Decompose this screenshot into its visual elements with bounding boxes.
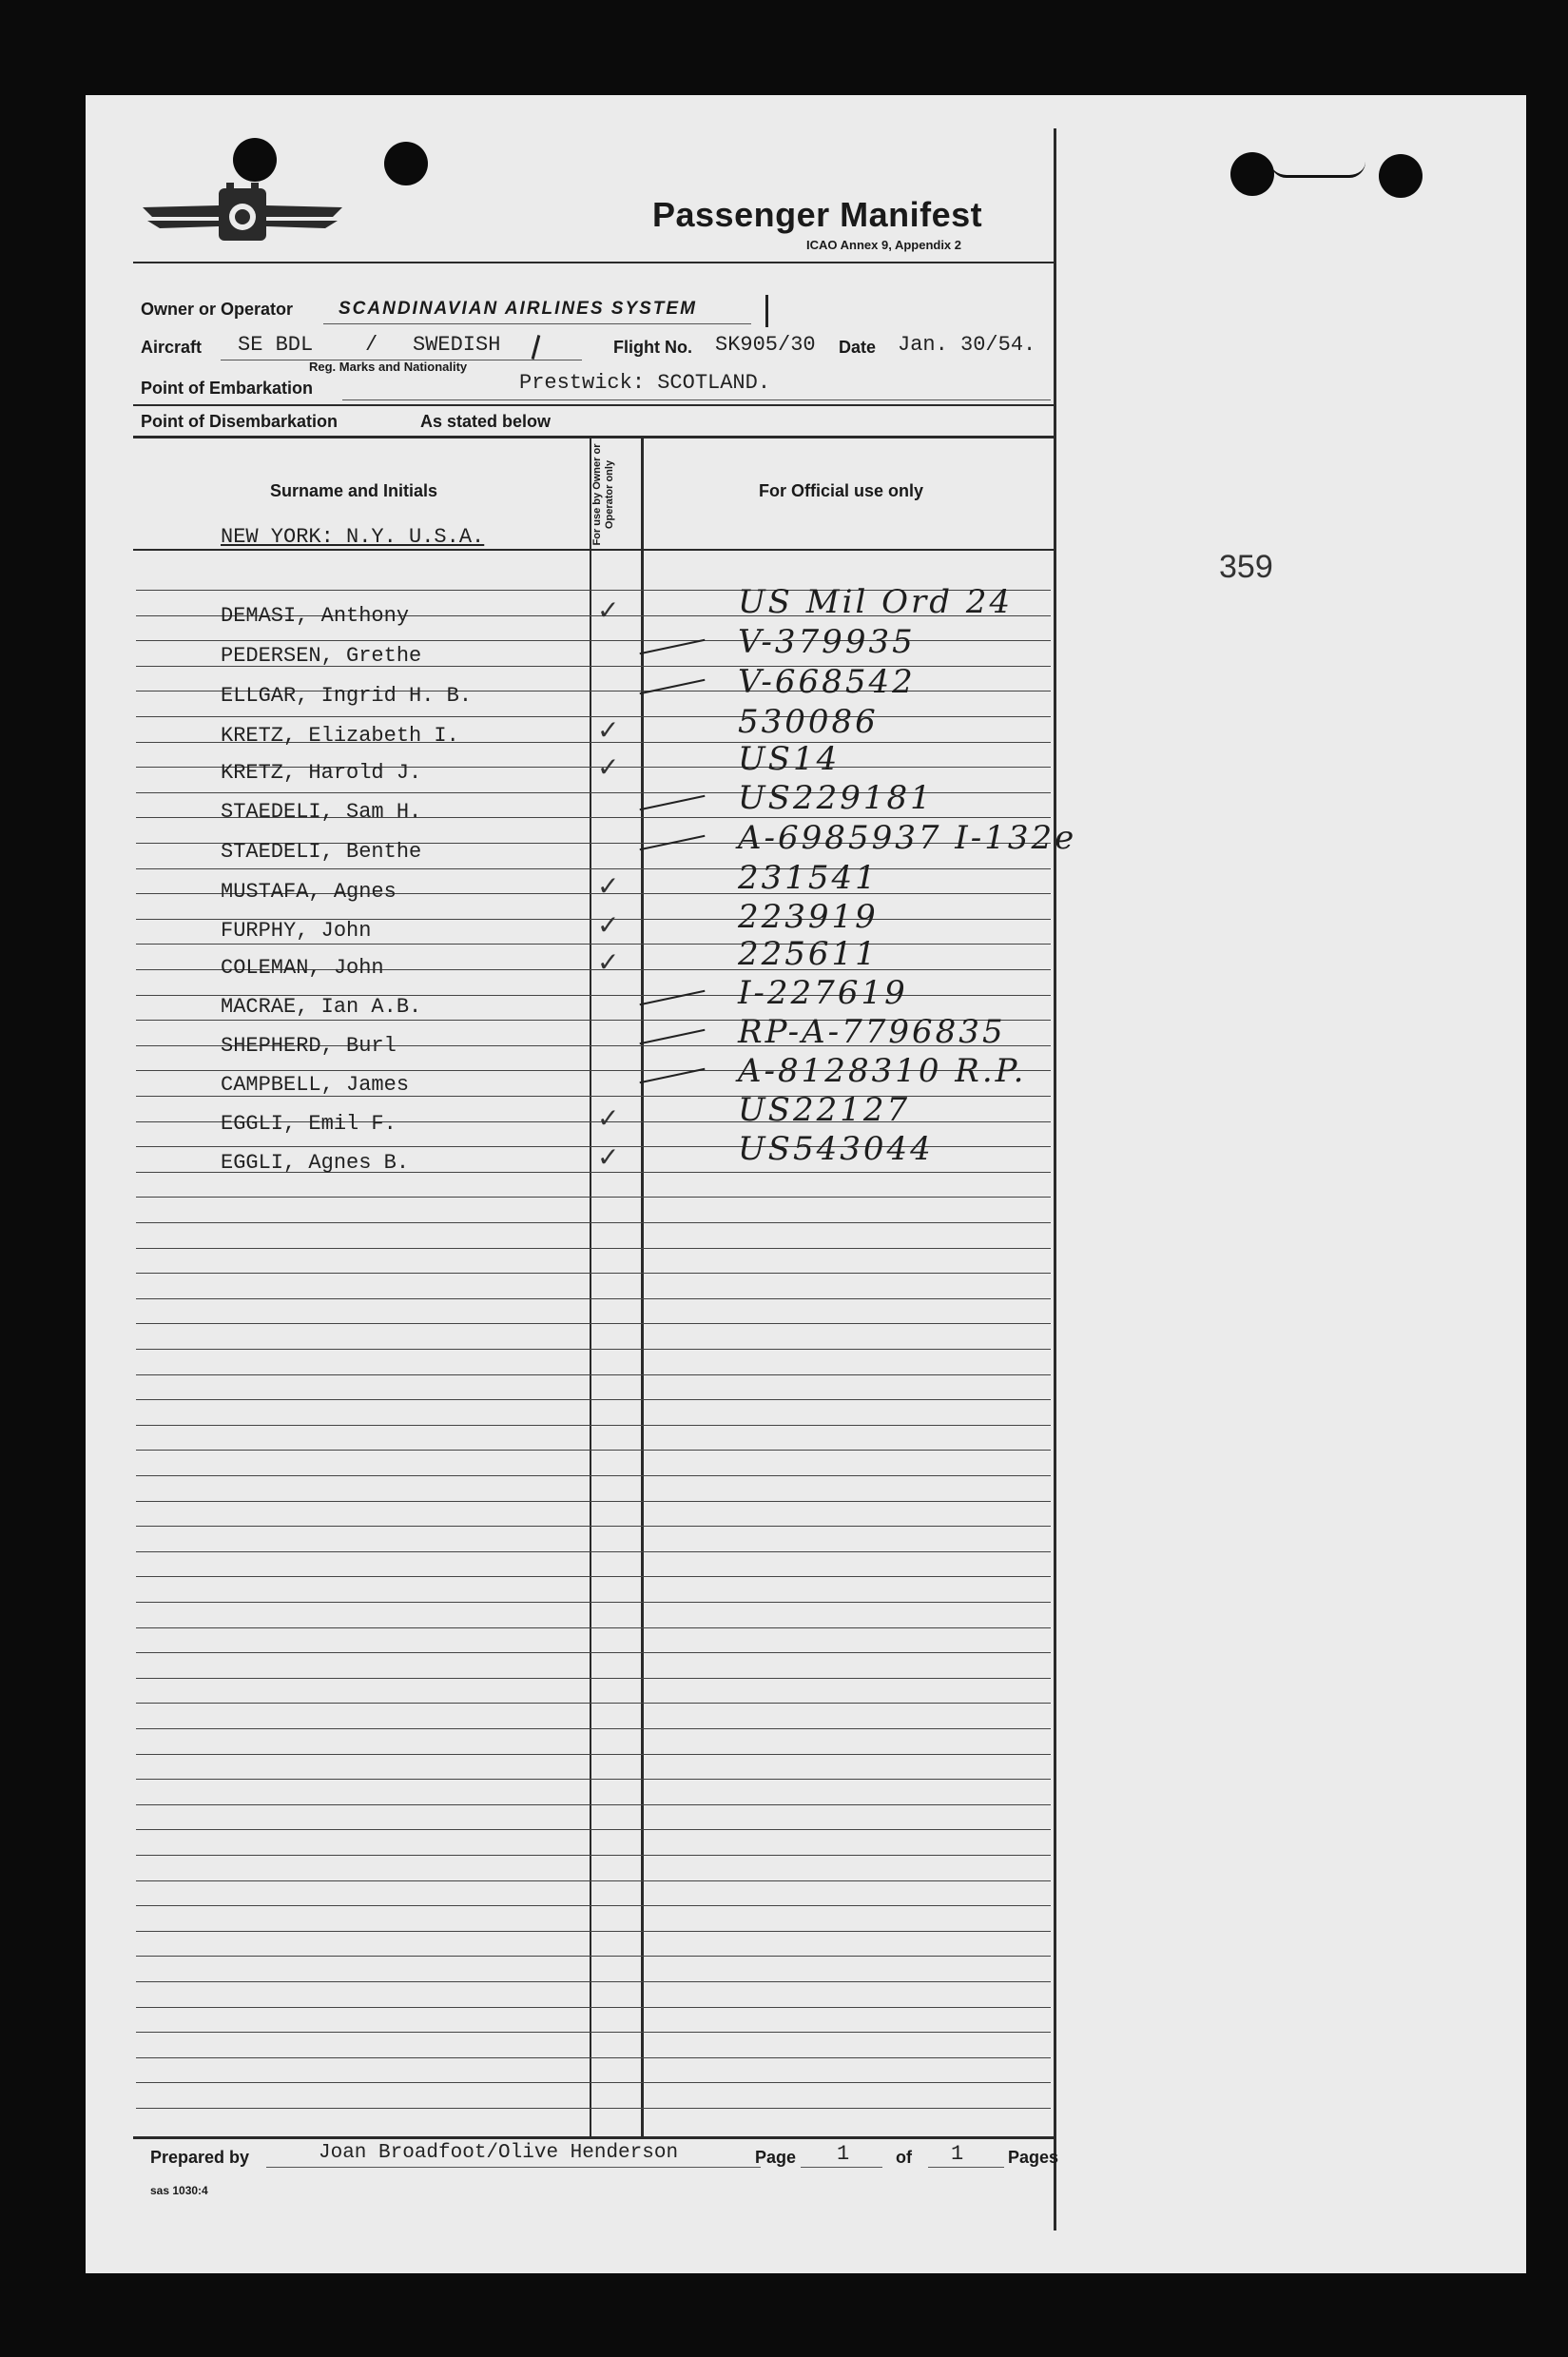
passenger-name: COLEMAN, John (221, 956, 384, 980)
ruled-line (136, 1450, 1051, 1451)
official-passport-number: 530086 (738, 703, 879, 741)
ruled-line (136, 716, 1051, 717)
column-header-owner-use: For use by Owner or Operator only (591, 443, 615, 546)
table-header-rule (133, 549, 1054, 551)
punch-hole (1379, 154, 1423, 198)
passenger-name: PEDERSEN, Grethe (221, 644, 422, 668)
column-header-surname: Surname and Initials (270, 481, 438, 500)
of-value: 1 (951, 2142, 964, 2166)
passenger-name: MUSTAFA, Agnes (221, 880, 397, 904)
embarkation-label: Point of Embarkation (141, 379, 314, 398)
passenger-name: ELLGAR, Ingrid H. B. (221, 684, 473, 708)
date-label: Date (839, 338, 877, 357)
ruled-line (136, 1829, 1051, 1830)
manifest-title: Passenger Manifest (652, 195, 983, 234)
official-passport-number: US22127 (738, 1091, 911, 1129)
document-number-stamp: 359 (1219, 549, 1273, 585)
ruled-line (136, 1956, 1051, 1957)
ruled-line (136, 1931, 1051, 1932)
official-passport-number: A-6985937 I-132e (738, 819, 1077, 857)
header-bottom-rule (133, 436, 1054, 438)
ruled-line (136, 868, 1051, 869)
ruled-line (136, 1880, 1051, 1881)
ruled-line (136, 1779, 1051, 1780)
check-mark-icon: ✓ (597, 870, 620, 902)
column-divider-left (590, 438, 591, 2136)
aircraft-separator: / (365, 333, 378, 357)
aircraft-label: Aircraft (141, 338, 203, 357)
official-passport-number: V-668542 (738, 663, 916, 701)
official-passport-number: RP-A-7796835 (738, 1013, 1006, 1051)
check-mark-icon: ✓ (597, 909, 620, 941)
ruled-line (136, 1576, 1051, 1577)
official-passport-number: 231541 (738, 859, 879, 897)
destination-heading: NEW YORK: N.Y. U.S.A. (221, 525, 485, 549)
ruled-line (136, 1703, 1051, 1704)
page-label: Page (755, 2148, 797, 2167)
check-mark-icon: ✓ (597, 751, 620, 783)
passenger-name: STAEDELI, Benthe (221, 840, 422, 864)
ruled-line (136, 2007, 1051, 2008)
ruled-line (136, 2108, 1051, 2109)
ruled-line (136, 1298, 1051, 1299)
ruled-line (136, 2032, 1051, 2033)
ruled-line (136, 944, 1051, 945)
disembarkation-label: Point of Disembarkation (141, 412, 339, 431)
punch-hole (233, 138, 277, 182)
passenger-name: SHEPHERD, Burl (221, 1034, 397, 1058)
of-underline (928, 2167, 1004, 2168)
ruled-line (136, 1981, 1051, 1982)
official-passport-number: 223919 (738, 898, 879, 936)
header-mid-rule (133, 404, 1054, 406)
ruled-line (136, 1602, 1051, 1603)
ruled-line (136, 1627, 1051, 1628)
official-passport-number: I-227619 (738, 974, 908, 1012)
passenger-name: EGGLI, Emil F. (221, 1112, 397, 1136)
ruled-line (136, 1526, 1051, 1527)
check-mark-icon: ✓ (597, 714, 620, 746)
of-label: of (896, 2148, 912, 2167)
passenger-name: STAEDELI, Sam H. (221, 800, 422, 824)
passenger-name: KRETZ, Elizabeth I. (221, 724, 459, 748)
airline-wings-logo-icon (143, 179, 342, 255)
header-top-rule (133, 262, 1054, 263)
official-passport-number: US Mil Ord 24 (738, 583, 1014, 621)
official-passport-number: V-379935 (738, 623, 916, 661)
disembarkation-value: As stated below (420, 412, 552, 431)
form-number: sas 1030:4 (150, 2184, 208, 2197)
ruled-line (136, 1652, 1051, 1653)
passenger-name: MACRAE, Ian A.B. (221, 995, 422, 1019)
ruled-line (136, 1349, 1051, 1350)
ruled-line (136, 1323, 1051, 1324)
manifest-subtitle: ICAO Annex 9, Appendix 2 (806, 238, 962, 252)
ruled-line (136, 1222, 1051, 1223)
ruled-line (136, 1804, 1051, 1805)
check-mark-icon: ✓ (597, 594, 620, 626)
official-passport-number: A-8128310 R.P. (738, 1052, 1027, 1090)
owner-label: Owner or Operator (141, 300, 294, 319)
punch-hole (384, 142, 428, 185)
ruled-line (136, 1374, 1051, 1375)
embarkation-underline (342, 399, 1051, 400)
passenger-name: KRETZ, Harold J. (221, 761, 422, 785)
footer-top-rule (133, 2136, 1055, 2139)
ruled-line (136, 1551, 1051, 1552)
form-right-border (1054, 128, 1056, 2230)
passenger-name: FURPHY, John (221, 919, 372, 943)
pages-label-text: Pages (1008, 2148, 1059, 2167)
aircraft-registration: SE BDL (238, 333, 314, 357)
hole-annotation (1270, 162, 1365, 178)
owner-underline (323, 323, 751, 324)
punch-hole (1230, 152, 1274, 196)
ruled-line (136, 1399, 1051, 1400)
official-passport-number: US229181 (738, 779, 934, 817)
ruled-line (136, 1248, 1051, 1249)
official-passport-number: US543044 (738, 1130, 934, 1168)
prepared-by-value: Joan Broadfoot/Olive Henderson (319, 2142, 679, 2164)
flight-label: Flight No. (613, 338, 692, 357)
ruled-line (136, 1905, 1051, 1906)
ruled-line (136, 2057, 1051, 2058)
check-mark-icon: ✓ (597, 1141, 620, 1173)
check-mark-icon: ✓ (597, 1102, 620, 1134)
prepared-by-label: Prepared by (150, 2148, 250, 2167)
flight-date: Jan. 30/54. (898, 333, 1036, 357)
flight-number: SK905/30 (715, 333, 816, 357)
embarkation-value: Prestwick: SCOTLAND. (519, 371, 771, 395)
ruled-line (136, 1728, 1051, 1729)
ruled-line (136, 1197, 1051, 1198)
ruled-line (136, 1855, 1051, 1856)
reg-caption: Reg. Marks and Nationality (309, 360, 468, 374)
ruled-line (136, 1754, 1051, 1755)
prepared-by-underline (266, 2167, 761, 2168)
ruled-line (136, 1501, 1051, 1502)
column-header-official: For Official use only (759, 481, 924, 500)
check-mark-icon: ✓ (597, 946, 620, 978)
owner-tick (765, 295, 768, 327)
page-value: 1 (837, 2142, 850, 2166)
ruled-line (136, 1425, 1051, 1426)
aircraft-nationality: SWEDISH (413, 333, 501, 357)
ruled-line (136, 2082, 1051, 2083)
official-passport-number: 225611 (738, 935, 879, 973)
official-passport-number: US14 (738, 740, 841, 778)
ruled-line (136, 1678, 1051, 1679)
page-underline (801, 2167, 882, 2168)
passenger-name: EGGLI, Agnes B. (221, 1151, 410, 1175)
owner-value: SCANDINAVIAN AIRLINES SYSTEM (339, 299, 697, 319)
passenger-name: CAMPBELL, James (221, 1073, 410, 1097)
passenger-name: DEMASI, Anthony (221, 604, 410, 628)
ruled-line (136, 1475, 1051, 1476)
pages-label (1008, 2148, 1059, 2168)
ruled-line (136, 1273, 1051, 1274)
